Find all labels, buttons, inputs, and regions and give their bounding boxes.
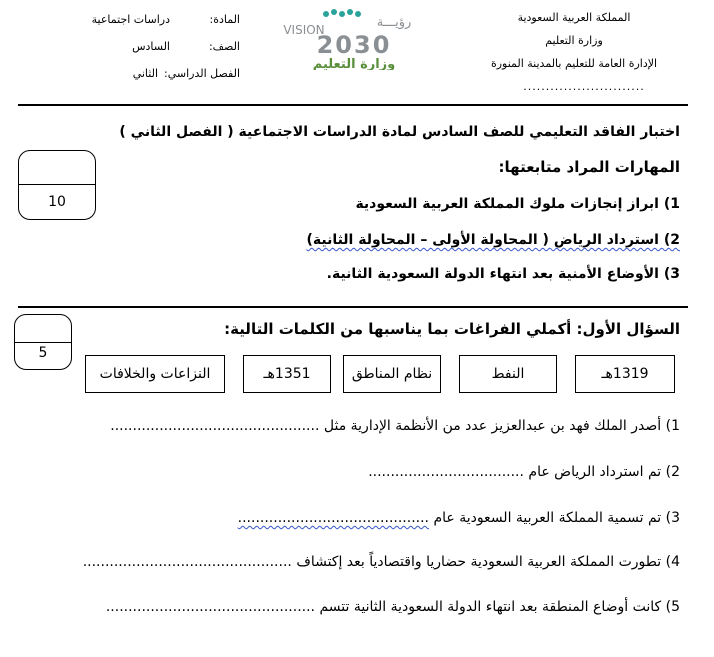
q1-item-2-text: 2) تم استرداد الرياض عام	[528, 464, 680, 480]
skill-item-3: 3) الأوضاع الأمنية بعد انتهاء الدولة السعودية الثانية.	[326, 266, 680, 282]
word-bank-regions-system: نظام المناطق	[343, 355, 441, 393]
semester-row	[70, 60, 240, 87]
score-box-divider	[19, 184, 95, 185]
q1-item-3	[238, 510, 680, 526]
vision-2030-logo	[276, 6, 436, 70]
year-text: 2030	[316, 31, 392, 59]
section-divider	[18, 306, 688, 308]
q1-item-2	[368, 464, 680, 480]
q1-score-value: 5	[38, 345, 48, 361]
header-subject-block	[70, 6, 240, 87]
directorate-name: الإدارة العامة للتعليم بالمدينة المنورة	[490, 57, 658, 70]
kingdom-name: المملكة العربية السعودية	[517, 11, 631, 24]
skill-item-2	[306, 232, 680, 248]
skills-heading: المهارات المراد متابعتها:	[498, 158, 680, 176]
semester-value: الثاني	[132, 67, 159, 80]
q1-score-box	[14, 314, 72, 370]
exam-title: اختبار الفاقد التعليمي للصف السادس لمادة الدراسات الاجتماعية ( الفصل الثاني )	[119, 124, 680, 140]
subject-row	[70, 6, 240, 33]
q1-item-3-text: 3) تم تسمية المملكة العربية السعودية عام	[433, 510, 680, 526]
q1-item-5-text: 5) كانت أوضاع المنطقة بعد انتهاء الدولة السعودية الثانية تتسم	[319, 599, 680, 615]
word-bank-conflicts: النزاعات والخلافات	[85, 355, 225, 393]
q1-item-5	[106, 599, 680, 615]
q1-item-2-blank[interactable]: ...................................	[368, 464, 524, 480]
subject-value: دراسات اجتماعية	[91, 13, 170, 26]
question1-heading: السؤال الأول: أكملي الفراغات بما يناسبها من الكلمات التالية:	[224, 320, 680, 338]
skill-item-2-text: 2) استرداد الرياض ( المحاولة الأولى – المحاولة الثانية)	[306, 232, 680, 248]
q1-item-3-blank[interactable]: ...........................................	[237, 510, 429, 526]
school-name-blank: ...........................	[523, 80, 645, 93]
total-score-box	[18, 150, 96, 220]
vision-word-text: VISION	[283, 23, 325, 37]
grade-row	[70, 33, 240, 60]
header-divider	[18, 104, 688, 106]
semester-label: الفصل الدراسي:	[164, 67, 240, 80]
q1-item-1-text: 1) أصدر الملك فهد بن عبدالعزيز عدد من الأنظمة الإدارية مثل	[323, 418, 680, 434]
vision-ar-text: رؤيـــة	[376, 15, 412, 30]
q1-item-4-blank[interactable]: ...............................................	[82, 554, 292, 570]
word-bank-1351: 1351هـ	[243, 355, 331, 393]
grade-value: السادس	[132, 40, 170, 53]
ministry-logo-text: وزارة التعليم	[312, 57, 396, 70]
word-bank-1319: 1319هـ	[575, 355, 675, 393]
header-ministry-block	[474, 6, 674, 98]
q1-item-1-blank[interactable]: ...............................................	[110, 418, 320, 434]
q1-item-4-text: 4) تطورت المملكة العربية السعودية حضاريا واقتصادياً بعد إكتشاف	[296, 554, 680, 570]
grade-label: الصف:	[208, 40, 240, 53]
word-bank-oil: النفط	[459, 355, 557, 393]
q1-item-4	[83, 554, 680, 570]
total-score-value: 10	[48, 194, 66, 210]
skill-item-1: 1) ابراز إنجازات ملوك المملكة العربية السعودية	[355, 196, 680, 212]
q1-item-5-blank[interactable]: ...............................................	[105, 599, 316, 615]
q1-item-1	[110, 418, 680, 434]
subject-label: المادة:	[209, 13, 240, 26]
q1-score-divider	[15, 342, 71, 343]
ministry-name: وزارة التعليم	[545, 34, 603, 47]
